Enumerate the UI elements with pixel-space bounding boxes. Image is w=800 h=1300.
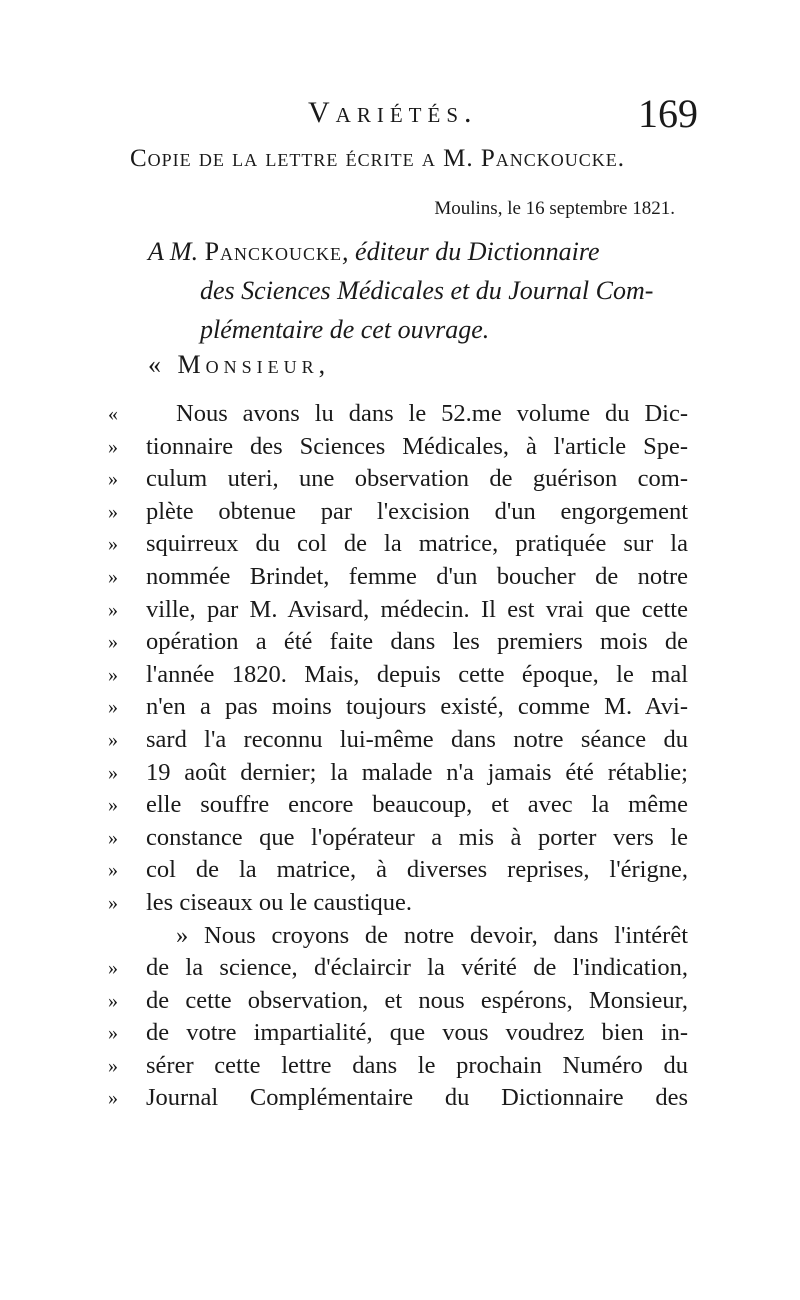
line-text: elle souffre encore beaucoup, et avec la même xyxy=(146,791,688,819)
dateline: Moulins, le 16 septembre 1821. xyxy=(434,198,675,219)
addressee-line-2: des Sciences Médicales et du Journal Com- xyxy=(200,276,654,305)
text-line xyxy=(108,1050,688,1083)
text-line xyxy=(108,985,688,1018)
line-text: opération a été faite dans les premiers mois de xyxy=(146,628,688,656)
text-line xyxy=(108,528,688,561)
line-text: n'en a pas moins toujours existé, comme M. Avi- xyxy=(146,693,688,721)
addressee-line-3: plémentaire de cet ouvrage. xyxy=(200,315,490,344)
quote-mark: » xyxy=(108,696,118,719)
line-text: tionnaire des Sciences Médicales, à l'article Spe- xyxy=(146,432,688,460)
quote-mark: » xyxy=(108,957,118,980)
text-line xyxy=(108,854,688,887)
text-line xyxy=(108,691,688,724)
line-text: Nous avons lu dans le 52.me volume du Dic- xyxy=(176,400,688,427)
text-line xyxy=(108,1082,688,1115)
text-line xyxy=(108,822,688,855)
line-text: l'année 1820. Mais, depuis cette époque, le mal xyxy=(146,660,688,688)
addressee-name: Panckoucke xyxy=(204,237,343,266)
quote-mark: » xyxy=(108,468,118,491)
line-text: de votre impartialité, que vous voudrez bien in- xyxy=(146,1019,688,1047)
text-line xyxy=(108,789,688,822)
line-text: de cette observation, et nous espérons, Monsieur, xyxy=(146,986,688,1014)
quote-mark: » xyxy=(108,891,118,914)
addressee-block xyxy=(148,232,688,349)
quote-mark: » xyxy=(108,1054,118,1077)
line-text: plète obtenue par l'excision d'un engorgement xyxy=(146,497,688,525)
quote-mark: » xyxy=(108,826,118,849)
quote-mark: » xyxy=(108,663,118,686)
quote-mark: » xyxy=(108,728,118,751)
text-line xyxy=(108,920,688,953)
text-line xyxy=(108,659,688,692)
salutation: « Monsieur, xyxy=(148,350,331,379)
text-line xyxy=(108,952,688,985)
quote-mark: » xyxy=(108,1087,118,1110)
quote-mark: » xyxy=(108,761,118,784)
text-line xyxy=(108,1017,688,1050)
line-text: de la science, d'éclaircir la vérité de l'indication, xyxy=(146,954,688,982)
text-line xyxy=(108,626,688,659)
text-line xyxy=(108,463,688,496)
text-line xyxy=(108,724,688,757)
quote-mark: » xyxy=(108,598,118,621)
line-text: les ciseaux ou le caustique. xyxy=(146,888,413,916)
quote-mark: » xyxy=(108,989,118,1012)
line-text: nommée Brindet, femme d'un boucher de notre xyxy=(146,562,688,590)
line-text: ville, par M. Avisard, médecin. Il est vrai que cette xyxy=(146,595,688,623)
text-line xyxy=(108,561,688,594)
line-text: Journal Complémentaire du Dictionnaire des xyxy=(146,1084,688,1112)
quote-mark: » xyxy=(108,565,118,588)
quote-mark: » xyxy=(108,500,118,523)
line-text: » Nous croyons de notre devoir, dans l'intérêt xyxy=(176,921,688,949)
line-text: culum uteri, une observation de guérison com- xyxy=(146,465,688,493)
line-text: sard l'a reconnu lui-même dans notre séance du xyxy=(146,725,688,753)
letter-body xyxy=(108,398,688,1115)
page-header xyxy=(108,91,698,146)
quote-mark: » xyxy=(108,533,118,556)
quote-mark: » xyxy=(108,435,118,458)
line-text: sérer cette lettre dans le prochain Numéro du xyxy=(146,1051,688,1079)
text-line xyxy=(108,757,688,790)
quote-mark: » xyxy=(108,794,118,817)
text-line xyxy=(108,431,688,464)
quote-mark: « xyxy=(108,403,118,425)
running-head: Variétés. xyxy=(308,96,478,129)
addressee-rest: , éditeur du Dictionnaire xyxy=(342,237,600,266)
addressee-lead: A M. xyxy=(148,237,199,266)
text-line xyxy=(108,398,688,431)
text-line xyxy=(108,887,688,920)
quote-mark: » xyxy=(108,859,118,882)
quote-mark: » xyxy=(108,631,118,654)
text-line xyxy=(108,496,688,529)
letter-title: Copie de la lettre écrite a M. Panckoucke. xyxy=(130,145,626,172)
quote-mark: » xyxy=(108,1022,118,1045)
line-text: squirreux du col de la matrice, pratiquée sur la xyxy=(146,530,688,558)
text-line xyxy=(108,594,688,627)
line-text: col de la matrice, à diverses reprises, l'érigne, xyxy=(146,856,688,884)
page-number: 169 xyxy=(638,91,698,136)
line-text: 19 août dernier; la malade n'a jamais été rétablie; xyxy=(146,758,688,786)
line-text: constance que l'opérateur a mis à porter vers le xyxy=(146,823,688,851)
